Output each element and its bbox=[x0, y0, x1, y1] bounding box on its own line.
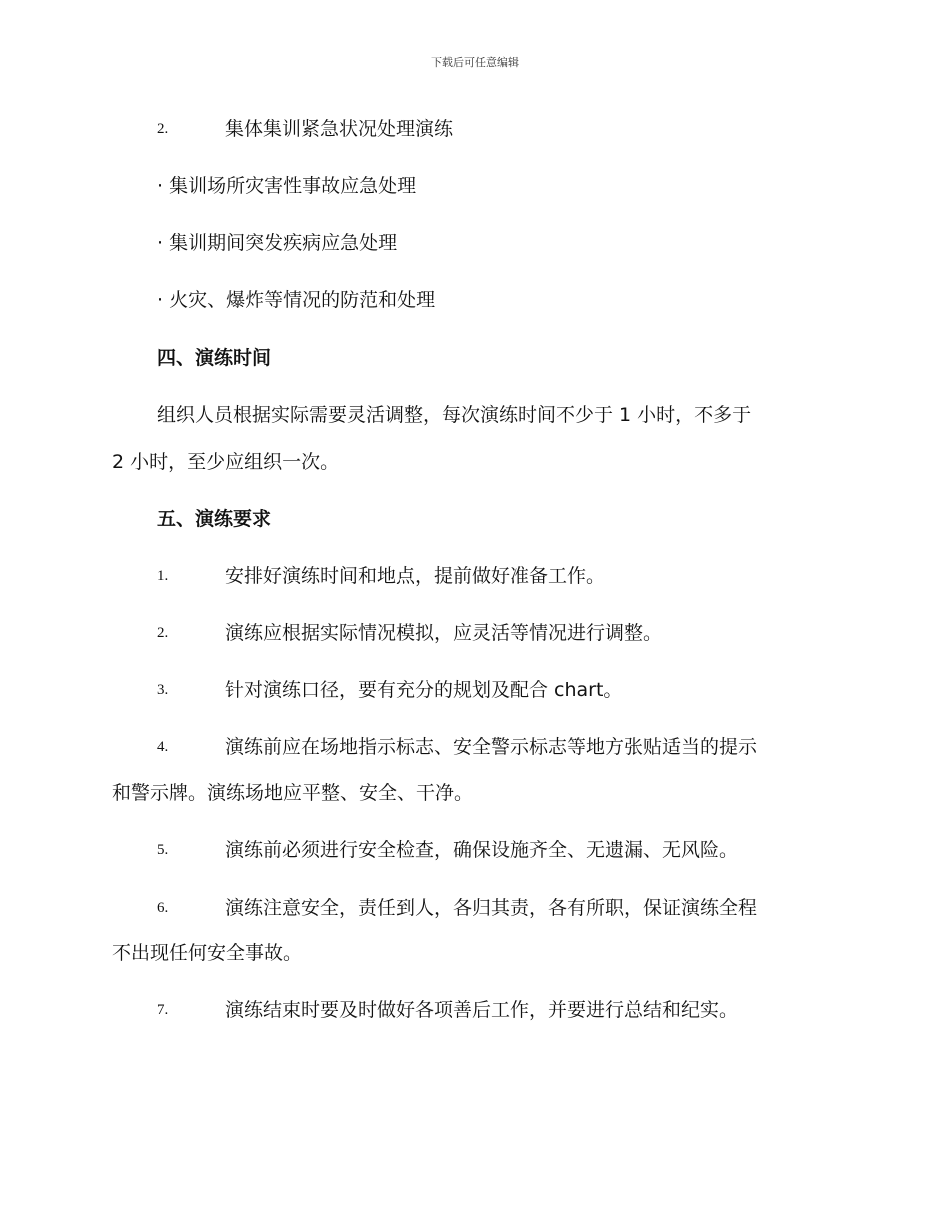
list-item-continuation: 不出现任何安全事故。 bbox=[112, 942, 303, 964]
list-item-text: 针对演练口径，要有充分的规划及配合 chart。 bbox=[225, 679, 623, 701]
list-item-text: 演练前应在场地指示标志、安全警示标志等地方张贴适当的提示 bbox=[225, 736, 758, 758]
list-number: 2. bbox=[157, 625, 169, 641]
list-number: 2. bbox=[157, 121, 169, 137]
list-item-text: 演练结束时要及时做好各项善后工作，并要进行总结和纪实。 bbox=[225, 999, 739, 1021]
list-item-text: 演练应根据实际情况模拟，应灵活等情况进行调整。 bbox=[225, 622, 663, 644]
list-number: 6. bbox=[157, 900, 169, 916]
bullet-item: · 火灾、爆炸等情况的防范和处理 bbox=[157, 289, 436, 311]
section-heading: 五、演练要求 bbox=[157, 508, 272, 530]
section-heading: 四、演练时间 bbox=[157, 347, 272, 369]
list-number: 3. bbox=[157, 682, 169, 698]
bullet-item: · 集训期间突发疾病应急处理 bbox=[157, 232, 398, 254]
list-item-text: 演练注意安全，责任到人，各归其责，各有所职，保证演练全程 bbox=[225, 897, 758, 919]
paragraph-line: 2 小时，至少应组织一次。 bbox=[112, 451, 340, 473]
list-number: 4. bbox=[157, 739, 169, 755]
page-header: 下载后可任意编辑 bbox=[431, 56, 519, 69]
list-number: 7. bbox=[157, 1002, 169, 1018]
list-number: 1. bbox=[157, 568, 169, 584]
list-item-text: 集体集训紧急状况处理演练 bbox=[225, 118, 454, 140]
list-item-text: 演练前必须进行安全检查，确保设施齐全、无遗漏、无风险。 bbox=[225, 839, 739, 861]
list-item-continuation: 和警示牌。演练场地应平整、安全、干净。 bbox=[112, 782, 474, 804]
bullet-item: · 集训场所灾害性事故应急处理 bbox=[157, 175, 417, 197]
list-number: 5. bbox=[157, 842, 169, 858]
paragraph-line: 组织人员根据实际需要灵活调整，每次演练时间不少于 1 小时，不多于 bbox=[157, 404, 752, 426]
list-item-text: 安排好演练时间和地点，提前做好准备工作。 bbox=[225, 565, 606, 587]
